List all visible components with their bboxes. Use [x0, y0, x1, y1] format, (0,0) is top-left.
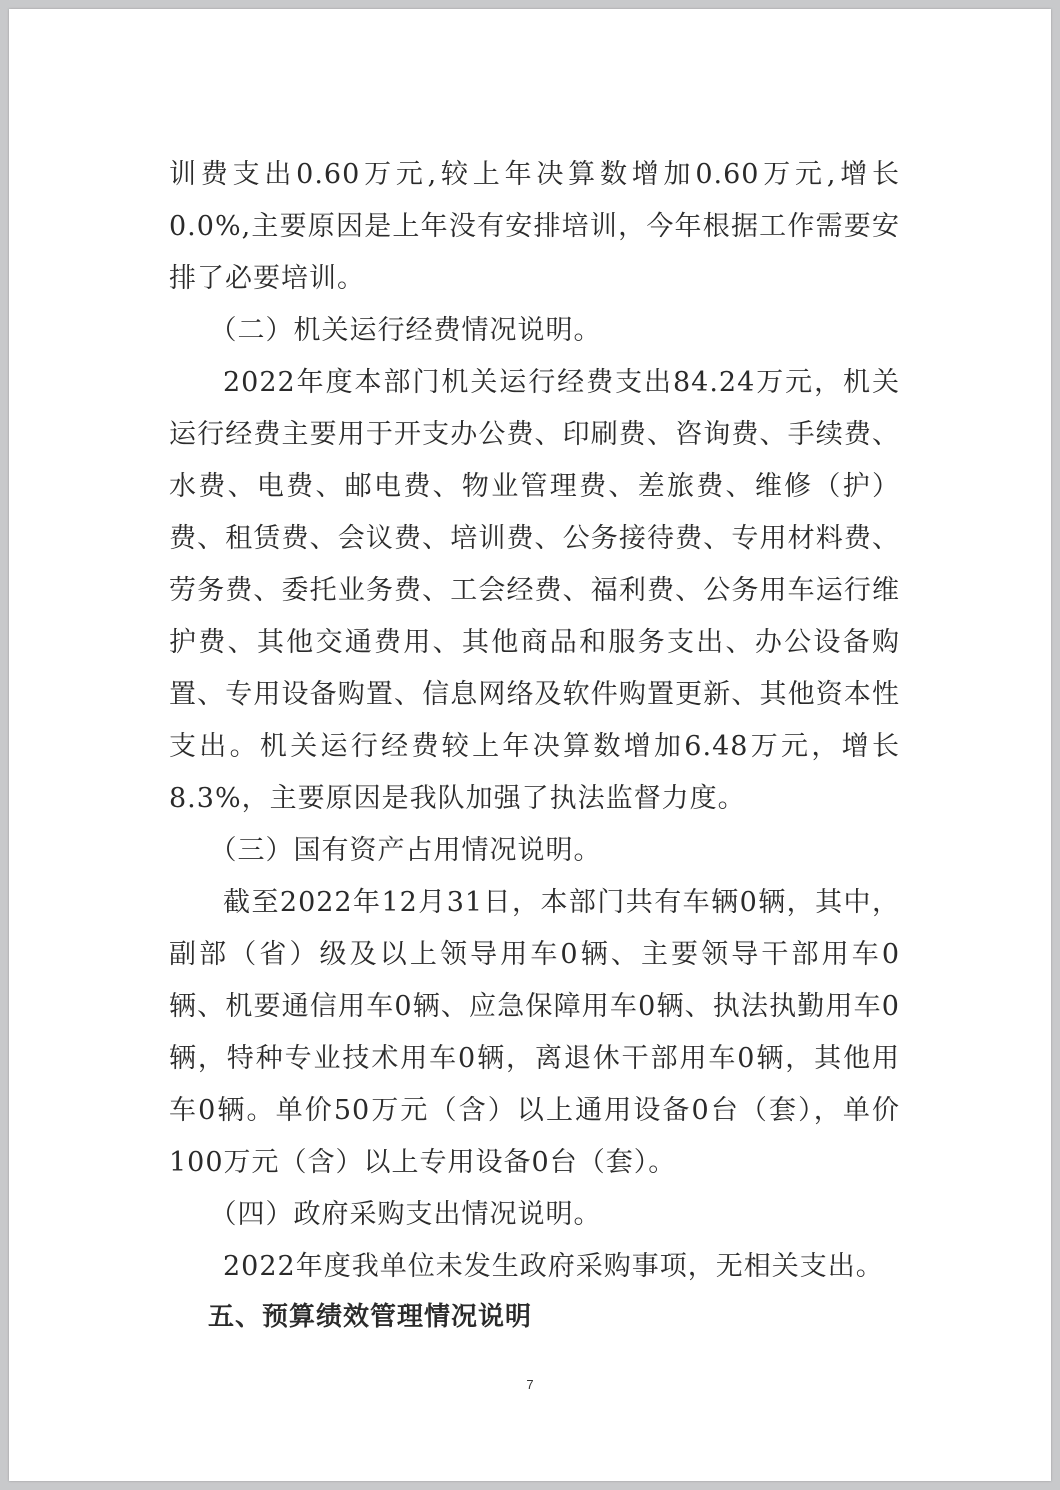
heading-operating-expenses: （二）机关运行经费情况说明。 — [209, 315, 602, 346]
paragraph-operating-expenses: 2022年度本部门机关运行经费支出84.24万元，机关运行经费主要用于开支办公费、印刷费、咨询费、手续费、水费、电费、邮电费、物业管理费、差旅费、维修（护）费、租赁费、会议费、培训费、公务接待费、专用材料费、劳务费、委托业务费、工会经费、福利费、公务用车运行维护费、其他交通费用、其他商品和服务支出、办公设备购置、专用设备购置、信息网络及软件购置更新、其他资本性支出。机关运行经费较上年决算数增加6.48万元，增长8.3%，主要原因是我队加强了执法监督力度。 — [169, 367, 900, 814]
paragraph-procurement: 2022年度我单位未发生政府采购事项，无相关支出。 — [223, 1251, 884, 1282]
section-title-performance: 五、预算绩效管理情况说明 — [208, 1302, 533, 1332]
heading-procurement: （四）政府采购支出情况说明。 — [209, 1199, 602, 1230]
document-page — [9, 9, 1051, 1481]
paragraph-state-assets: 截至2022年12月31日，本部门共有车辆0辆，其中，副部（省）级及以上领导用车0辆、主要领导干部用车0辆、机要通信用车0辆、应急保障用车0辆、执法执勤用车0辆，特种专业技术用车0辆，离退休干部用车0辆，其他用车0辆。单价50万元（含）以上通用设备0台（套），单价100万元（含）以上专用设备0台（套）。 — [169, 887, 900, 1178]
document-body — [169, 149, 900, 1341]
heading-state-assets: （三）国有资产占用情况说明。 — [209, 835, 602, 866]
paragraph-training-expense: 训费支出0.60万元,较上年决算数增加0.60万元,增长0.0%,主要原因是上年没有安排培训，今年根据工作需要安排了必要培训。 — [169, 159, 900, 294]
page-number: 7 — [526, 1377, 534, 1392]
